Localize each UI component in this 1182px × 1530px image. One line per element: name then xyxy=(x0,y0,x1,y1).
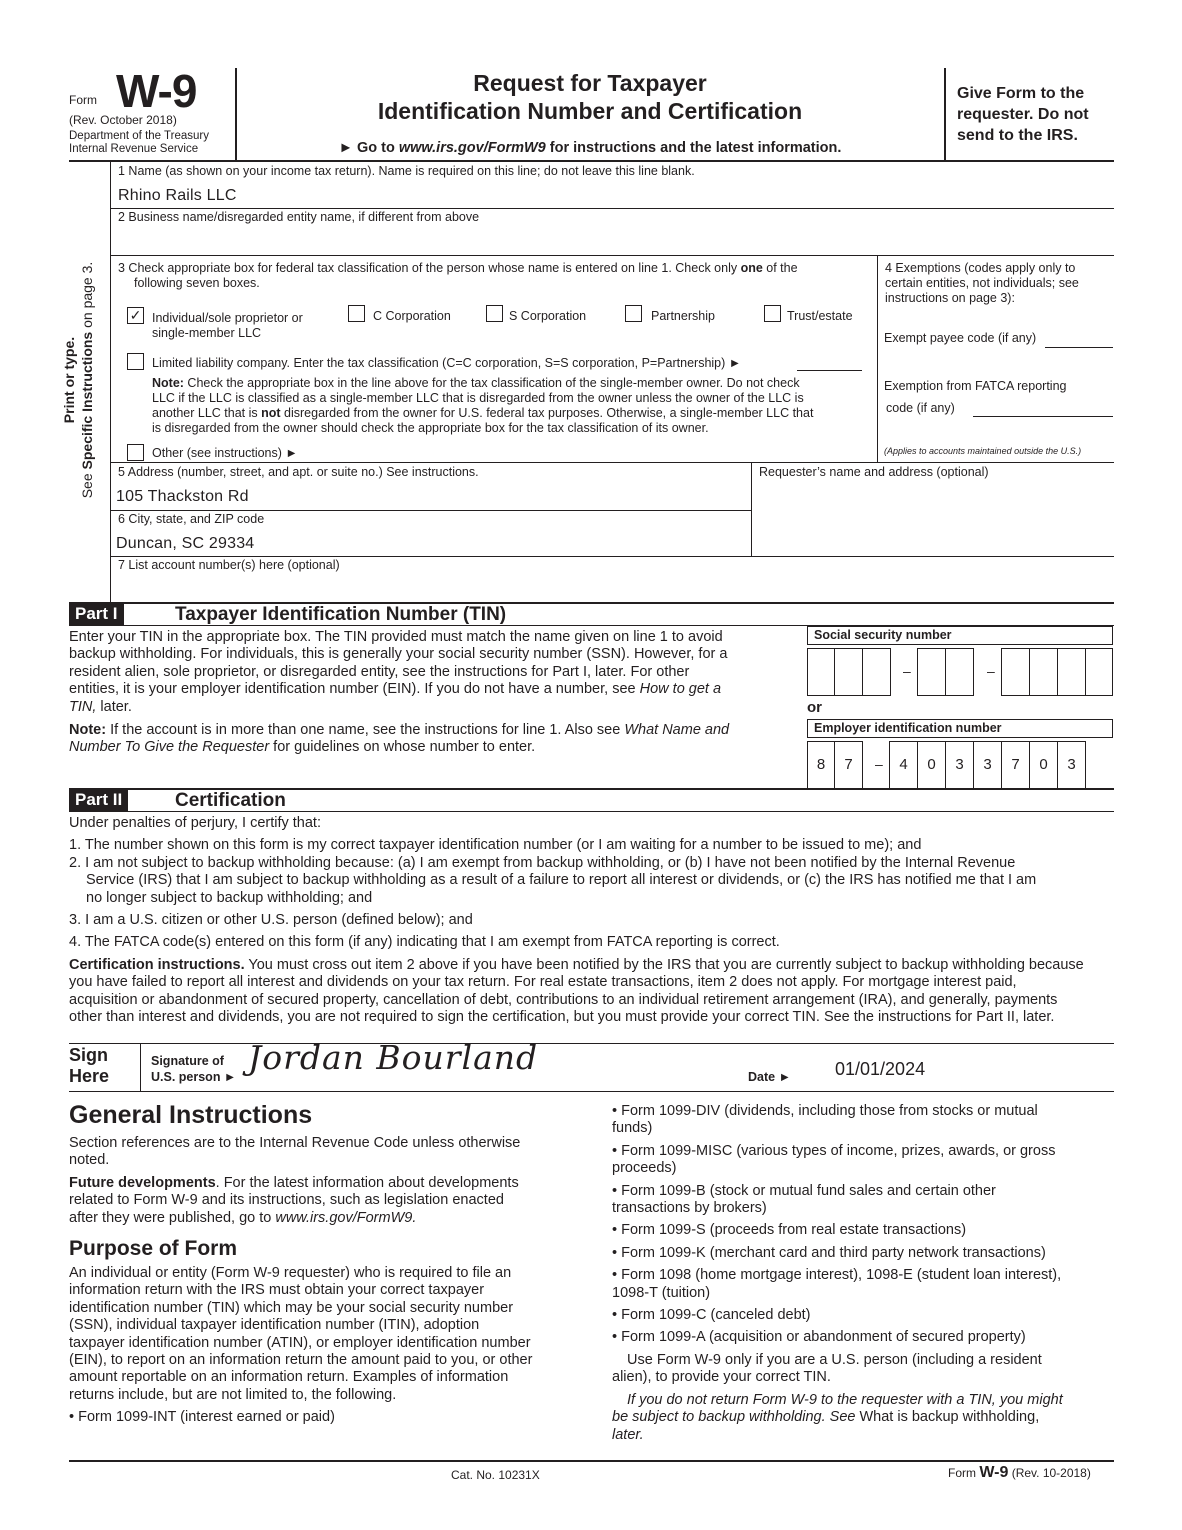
individual-checkbox[interactable]: ✓ xyxy=(127,307,144,324)
c-corp-label: C Corporation xyxy=(373,309,451,323)
purpose-title: Purpose of Form xyxy=(69,1237,238,1261)
ssn-digit-box[interactable] xyxy=(1057,648,1086,696)
ein-digit-box[interactable]: 0 xyxy=(1029,741,1058,789)
date-field[interactable]: 01/01/2024 xyxy=(835,1059,926,1079)
ssn-digit-box[interactable] xyxy=(1001,648,1030,696)
fatca-note: (Applies to accounts maintained outside the U.S.) xyxy=(884,446,1082,456)
form-word: Form xyxy=(69,93,97,107)
exemptions-label: 4 Exemptions (codes apply only to certain entities, not individuals; see instructions on page 3): xyxy=(885,261,1079,305)
ein-digit-box[interactable]: 3 xyxy=(973,741,1002,789)
form-title: Request for Taxpayer Identification Number and Certification xyxy=(377,70,803,124)
ein-digit-box[interactable]: 4 xyxy=(889,741,918,789)
irs-url: www.irs.gov/FormW9 xyxy=(398,140,546,156)
ein-digit-box[interactable]: 8 xyxy=(807,741,835,789)
ssn-digit-box[interactable] xyxy=(862,648,891,696)
part2-label: Part II xyxy=(69,789,128,811)
s-corp-checkbox[interactable] xyxy=(486,305,503,322)
ssn-digit-box[interactable] xyxy=(1085,648,1113,696)
ssn-digit-box[interactable] xyxy=(807,648,835,696)
part1-instructions: Enter your TIN in the appropriate box. The TIN provided must match the name given on line 1 to avoid backup withholding. For individuals, this is generally your social security number (SSN). However, for a resident alien, sole proprietor, or disregarded entity, see the instructions for Part I, later. For other entities, it is your employer identification number (EIN). If you do not have a number, see How to get a TIN, later. Note: If the account is in more than one name, see the instructions for line 1. Also see What Name and Number To Give the Requester for guidelines on whose number to enter. xyxy=(69,629,730,756)
partnership-checkbox[interactable] xyxy=(625,305,642,322)
ein-boxes[interactable] xyxy=(807,741,1113,789)
ein-digit-box[interactable]: 7 xyxy=(834,741,863,789)
form-revision: (Rev. October 2018) xyxy=(69,113,177,127)
signature-label: Signature of U.S. person ► xyxy=(151,1054,237,1084)
ssn-label: Social security number xyxy=(807,626,1113,645)
goto-instructions: ► Go to www.irs.gov/FormW9 for instructions and the latest information. xyxy=(338,140,842,156)
ssn-dash: – xyxy=(903,663,911,679)
c-corp-checkbox[interactable] xyxy=(348,305,365,322)
part1-label: Part I xyxy=(69,603,124,625)
general-instructions-left: General Instructions Section references are to the Internal Revenue Code unless otherwise noted. Future developments. For the latest information about developments related to Form W-9 and its instructions, such as legislation enacted after they were published, go to www.irs.gov/FormW9. Purpose of Form An individual or entity (Form W-9 requester) who is required to file an information return with the IRS must obtain your correct taxpayer identification number (TIN) which may be your social security number (SSN), individual taxpayer identification number (ITIN), adoption taxpayer identification number (ATIN), or employer identification number (EIN), to report on an information return the amount paid to you, or other amount reportable on an information return. Examples of information returns include, but are not limited to, the following. • Form 1099-INT (interest earned or paid) xyxy=(69,1098,569,1427)
fatca-label: Exemption from FATCA reporting xyxy=(884,379,1067,393)
exempt-payee-input[interactable] xyxy=(1045,347,1113,348)
side-print-label: Print or type. See Specific Instructions on page 3. xyxy=(61,261,95,499)
line2-label: 2 Business name/disregarded entity name, if different from above xyxy=(118,210,480,224)
part2-certification: Under penalties of perjury, I certify that: 1. The number shown on this form is my correct taxpayer identification number (or I am waiting for a number to be issued to me); and 2. I am not subject to backup withholding because: (a) I am exempt from backup withholding, or (b) I have not been notified by the Internal Revenue Service (IRS) that I am subject to backup withholding as a result of a failure to report all interest or dividends, or (c) the IRS has notified me that I am no longer subject to backup withholding; and 3. I am a U.S. citizen or other U.S. person (defined below); and 4. The FATCA code(s) entered on this form (if any) indicating that I am exempt from FATCA reporting is correct. Certification instructions. You must cross out item 2 above if you have been notified by the IRS that you are currently subject to backup withholding because you have failed to report all interest and dividends on your tax return. For real estate transactions, item 2 does not apply. For mortgage interest paid, acquisition or abandonment of secured property, cancellation of debt, contributions to an individual retirement arrangement (IRA), and generally, payments other than interest and dividends, you are not required to sign the certification, but you must provide your correct TIN. See the instructions for Part II, later. xyxy=(69,815,1084,1026)
ssn-digit-box[interactable] xyxy=(1029,648,1058,696)
general-instructions-right: • Form 1099-DIV (dividends, including those from stocks or mutual funds) • Form 1099-MISC (various types of income, prizes, awards, or gross proceeds) • Form 1099-B (stock or mutual fund sales and certain other transactions by brokers) • Form 1099-S (proceeds from real estate transactions) • Form 1099-K (merchant card and third party network transactions) • Form 1098 (home mortgage interest), 1098-E (student loan interest), 1098-T (tuition) • Form 1099-C (canceled debt) • Form 1099-A (acquisition or abandonment of secured property) Use Form W-9 only if you are a U.S. person (including a resident alien), to provide your correct TIN. If you do not return Form W-9 to the requester with a TIN, you might be subject to backup withholding. See What is backup withholding, later. xyxy=(612,1103,1063,1443)
or-label: or xyxy=(807,699,822,716)
footer-form-id: Form W-9 (Rev. 10-2018) xyxy=(948,1464,1091,1481)
ein-digit-box[interactable]: 3 xyxy=(945,741,974,789)
ein-label: Employer identification number xyxy=(807,719,1113,738)
llc-checkbox[interactable] xyxy=(127,353,144,370)
line6-label: 6 City, state, and ZIP code xyxy=(118,512,265,526)
part1-title: Taxpayer Identification Number (TIN) xyxy=(175,604,507,625)
dept-line2: Internal Revenue Service xyxy=(69,143,199,155)
dept-line1: Department of the Treasury xyxy=(69,130,209,142)
exempt-payee-label: Exempt payee code (if any) xyxy=(884,331,1037,345)
fatca-code-input[interactable] xyxy=(973,416,1113,417)
address-field[interactable]: 105 Thackston Rd xyxy=(116,488,249,505)
llc-note: Note: Check the appropriate box in the line above for the tax classification of the single-member owner. Do not check LLC if the LLC is classified as a single-member LLC that is disregarded from the owner unless the owner of the LLC is another LLC that is not disregarded from the owner for U.S. federal tax purposes. Otherwise, a single-member LLC that is disregarded from the owner should check the appropriate box for the tax classification of its owner. xyxy=(152,376,814,435)
line3-label: 3 Check appropriate box for federal tax classification of the person whose name is entered on line 1. Check only one of the following seven boxes. xyxy=(118,261,798,290)
city-state-zip-field[interactable]: Duncan, SC 29334 xyxy=(116,535,255,552)
trust-label: Trust/estate xyxy=(787,309,853,323)
general-instructions-title: General Instructions xyxy=(69,1101,313,1129)
signature-value[interactable]: Jordan Bourland xyxy=(248,1038,539,1077)
other-checkbox[interactable] xyxy=(127,444,144,461)
give-form-note: Give Form to the requester. Do not send to the IRS. xyxy=(957,85,1089,144)
ein-digit-box[interactable]: 3 xyxy=(1057,741,1086,789)
trust-checkbox[interactable] xyxy=(764,305,781,322)
fatca-code-label: code (if any) xyxy=(886,401,955,415)
line7-label: 7 List account number(s) here (optional) xyxy=(118,558,340,572)
irs-url-link[interactable]: www.irs.gov/FormW9. xyxy=(275,1209,417,1226)
ein-digit-box[interactable]: 0 xyxy=(917,741,946,789)
ein-digit-box[interactable]: 7 xyxy=(1001,741,1030,789)
ssn-digit-box[interactable] xyxy=(945,648,974,696)
line1-label: 1 Name (as shown on your income tax return). Name is required on this line; do not leave this line blank. xyxy=(118,164,695,178)
other-label: Other (see instructions) ► xyxy=(152,446,298,460)
sign-here-label: Sign Here xyxy=(69,1045,110,1086)
line5-label: 5 Address (number, street, and apt. or suite no.) See instructions. xyxy=(118,465,479,479)
llc-label: Limited liability company. Enter the tax classification (C=C corporation, S=S corporation, P=Partnership) ► xyxy=(152,356,742,370)
ssn-digit-box[interactable] xyxy=(917,648,946,696)
ein-dash: – xyxy=(875,756,883,772)
requester-label: Requester’s name and address (optional) xyxy=(759,465,989,479)
ssn-boxes[interactable] xyxy=(807,648,1113,696)
name-field[interactable]: Rhino Rails LLC xyxy=(118,187,237,204)
llc-classification-input[interactable] xyxy=(797,370,862,371)
partnership-label: Partnership xyxy=(651,309,715,323)
catalog-number: Cat. No. 10231X xyxy=(451,1468,540,1482)
date-label: Date ► xyxy=(748,1070,791,1084)
part2-title: Certification xyxy=(175,790,286,811)
s-corp-label: S Corporation xyxy=(509,309,587,323)
ssn-dash: – xyxy=(987,663,995,679)
ssn-digit-box[interactable] xyxy=(834,648,863,696)
form-name: W-9 xyxy=(116,65,197,117)
individual-label: Individual/sole proprietor or single-member LLC xyxy=(152,311,303,340)
